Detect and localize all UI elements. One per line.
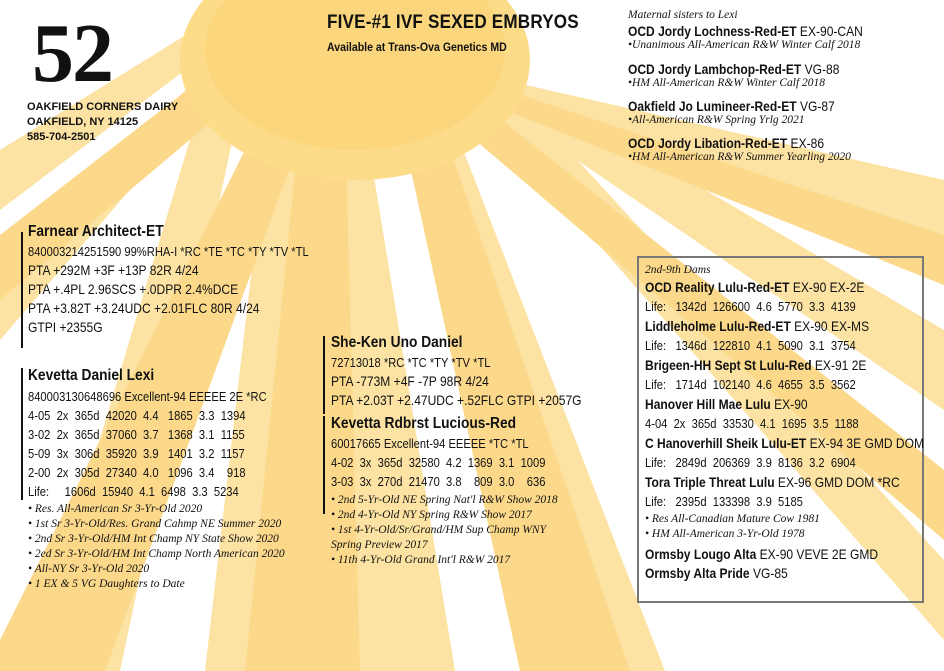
- ancestor-score: EX-90 EX-MS: [790, 318, 870, 334]
- sire-line: GTPI +2355G: [28, 319, 103, 335]
- ancestor-score: VG-85: [749, 565, 788, 581]
- dams-box-label: 2nd-9th Dams: [645, 264, 711, 276]
- sister-entry: [628, 61, 938, 98]
- ancestor-record: Life: 1714d 102140 4.6 4655 3.5 3562: [645, 377, 856, 392]
- ancestor-score: EX-96 GMD DOM *RC: [774, 474, 900, 490]
- ancestor-entry: [645, 473, 921, 512]
- dam-note: • 1st Sr 3-Yr-Old/Res. Grand Cahmp NE Summer 2020: [28, 518, 282, 530]
- dam-note: • 1 EX & 5 VG Daughters to Date: [28, 578, 185, 590]
- granddam-notes: [331, 493, 580, 568]
- dam-note: • 2nd Sr 3-Yr-Old/HM Int Champ NY State Show 2020: [28, 533, 279, 545]
- ancestor-entry: [645, 356, 921, 395]
- sire-line: PTA +3.82T +3.24UDC +2.01FLC 80R 4/24: [28, 300, 260, 316]
- ancestor-record: Life: 1342d 126600 4.6 5770 3.3 4139: [645, 299, 856, 314]
- granddam-name: Kevetta Rdbrst Lucious-Red: [331, 415, 517, 432]
- offering-subtitle: Available at Trans-Ova Genetics MD: [327, 40, 507, 54]
- sister-entry: [628, 135, 938, 172]
- grandsire-name: She-Ken Uno Daniel: [331, 334, 463, 351]
- sister-score: VG-88: [801, 61, 840, 77]
- sister-score: EX-90-CAN: [796, 23, 863, 39]
- sire-line: PTA +.4PL 2.96SCS +.0DPR 2.4%DCE: [28, 281, 239, 297]
- ancestor-entry: [645, 545, 882, 564]
- dam-life: Life: 1606d 15940 4.1 6498 3.3 5234: [28, 484, 239, 499]
- sister-note: •HM All-American R&W Summer Yearling 2020: [628, 151, 851, 163]
- dam-note: • All-NY Sr 3-Yr-Old 2020: [28, 563, 150, 575]
- granddam-bracket: [323, 416, 325, 514]
- dam-record: 4-05 2x 365d 42020 4.4 1865 3.3 1394: [28, 408, 246, 423]
- ancestor-name: Liddleholme Lulu-Red-ET: [645, 318, 791, 334]
- ancestor-score: EX-94 3E GMD DOM: [806, 435, 924, 451]
- dam-note: • Res. All-American Sr 3-Yr-Old 2020: [28, 503, 203, 515]
- grandsire-block: [331, 333, 622, 410]
- grandsire-line: PTA +2.03T +2.47UDC +.52FLC GTPI +2057G: [331, 392, 582, 408]
- dam-record: 2-00 2x 305d 27340 4.0 1096 3.4 918: [28, 465, 246, 480]
- ancestor-name: Ormsby Lougo Alta: [645, 546, 757, 562]
- consignor-block: [27, 100, 178, 145]
- ancestor-name: Hanover Hill Mae Lulu: [645, 396, 771, 412]
- ancestor-score: EX-90 EX-2E: [789, 279, 865, 295]
- dam-bracket: [21, 368, 23, 500]
- grandsire-bracket: [323, 336, 325, 414]
- consignor-phone: 585-704-2501: [27, 131, 96, 143]
- sire-bracket: [21, 232, 23, 348]
- dam-block: [28, 365, 306, 592]
- maternal-sisters: [628, 9, 938, 172]
- ancestor-entry: [645, 278, 921, 317]
- dam-line: 840003130648696 Excellent-94 EEEEE 2E *RC: [28, 389, 267, 404]
- sister-name: Oakfield Jo Lumineer-Red-ET: [628, 98, 797, 114]
- ancestor-name: Ormsby Alta Pride: [645, 565, 750, 581]
- consignor-farm: OAKFIELD CORNERS DAIRY: [27, 101, 179, 113]
- dam-name: Kevetta Daniel Lexi: [28, 367, 155, 384]
- sister-note: •Unanimous All-American R&W Winter Calf 2018: [628, 39, 861, 51]
- sire-line: 840003214251590 99%RHA-I *RC *TE *TC *TY *TV *TL: [28, 244, 309, 259]
- grandsire-line: PTA -773M +4F -7P 98R 4/24: [331, 373, 489, 389]
- granddam-note: • 1st 4-Yr-Old/Sr/Grand/HM Sup Champ WNY: [331, 524, 546, 536]
- ancestor-entry: [645, 317, 921, 356]
- sire-line: PTA +292M +3F +13P 82R 4/24: [28, 262, 199, 278]
- ancestor-name: OCD Reality Lulu-Red-ET: [645, 279, 790, 295]
- offering-title: FIVE-#1 IVF SEXED EMBRYOS: [327, 12, 579, 33]
- ancestor-record: Life: 2395d 133398 3.9 5185: [645, 494, 803, 509]
- granddam-record: 3-03 3x 270d 21470 3.8 809 3.0 636: [331, 474, 546, 489]
- ancestor-score: EX-90 VEVE 2E GMD: [756, 546, 879, 562]
- dam-record: 5-09 3x 306d 35920 3.9 1401 3.2 1157: [28, 446, 245, 461]
- lot-number: 52: [32, 7, 112, 100]
- ancestor-score: EX-90: [770, 396, 808, 412]
- ancestor-entry: [645, 564, 882, 583]
- dams-box: [637, 256, 924, 603]
- granddam-line: 60017665 Excellent-94 EEEEE *TC *TL: [331, 436, 529, 451]
- sire-block: [28, 222, 354, 337]
- ancestor-note: • HM All-American 3-Yr-Old 1978: [645, 528, 805, 540]
- dam-notes: [28, 502, 306, 592]
- sister-name: OCD Jordy Lochness-Red-ET: [628, 23, 797, 39]
- sister-score: EX-86: [787, 135, 825, 151]
- consignor-location: OAKFIELD, NY 14125: [27, 116, 139, 128]
- ancestor-entry: [645, 395, 921, 434]
- granddam-note: • 2nd 4-Yr-Old NY Spring R&W Show 2017: [331, 509, 532, 521]
- sister-note: •All-American R&W Spring Yrlg 2021: [628, 114, 805, 126]
- granddam-block: [331, 414, 580, 568]
- granddam-note: • 11th 4-Yr-Old Grand Int'l R&W 2017: [331, 554, 511, 566]
- sister-name: OCD Jordy Libation-Red-ET: [628, 135, 788, 151]
- ancestor-record: Life: 1346d 122810 4.1 5090 3.1 3754: [645, 338, 856, 353]
- ancestor-entry: [645, 434, 924, 473]
- sister-score: VG-87: [796, 98, 835, 114]
- ancestor-name: C Hanoverhill Sheik Lulu-ET: [645, 435, 807, 451]
- granddam-note: • 2nd 5-Yr-Old NE Spring Nat'l R&W Show 2018: [331, 494, 558, 506]
- ancestor-note: • Res All-Canadian Mature Cow 1981: [645, 513, 820, 525]
- sister-entry: [628, 98, 938, 135]
- ancestor-record: Life: 2849d 206369 3.9 8136 3.2 6904: [645, 455, 856, 470]
- sire-name: Farnear Architect-ET: [28, 223, 164, 240]
- grandsire-line: 72713018 *RC *TC *TY *TV *TL: [331, 355, 491, 370]
- sister-entry: [628, 23, 938, 61]
- ancestor-name: Brigeen-HH Sept St Lulu-Red: [645, 357, 812, 373]
- granddam-record: 4-02 3x 365d 32580 4.2 1369 3.1 1009: [331, 455, 546, 470]
- dam-record: 3-02 2x 365d 37060 3.7 1368 3.1 1155: [28, 427, 245, 442]
- ancestor-name: Tora Triple Threat Lulu: [645, 474, 775, 490]
- granddam-note: Spring Preview 2017: [331, 539, 428, 551]
- ancestor-score: EX-91 2E: [811, 357, 867, 373]
- ancestor-record: 4-04 2x 365d 33530 4.1 1695 3.5 1188: [645, 416, 859, 431]
- dam-note: • 2ed Sr 3-Yr-Old/HM Int Champ North American 2020: [28, 548, 285, 560]
- maternal-sisters-label: Maternal sisters to Lexi: [628, 9, 738, 21]
- sister-note: •HM All-American R&W Winter Calf 2018: [628, 77, 826, 89]
- sister-name: OCD Jordy Lambchop-Red-ET: [628, 61, 802, 77]
